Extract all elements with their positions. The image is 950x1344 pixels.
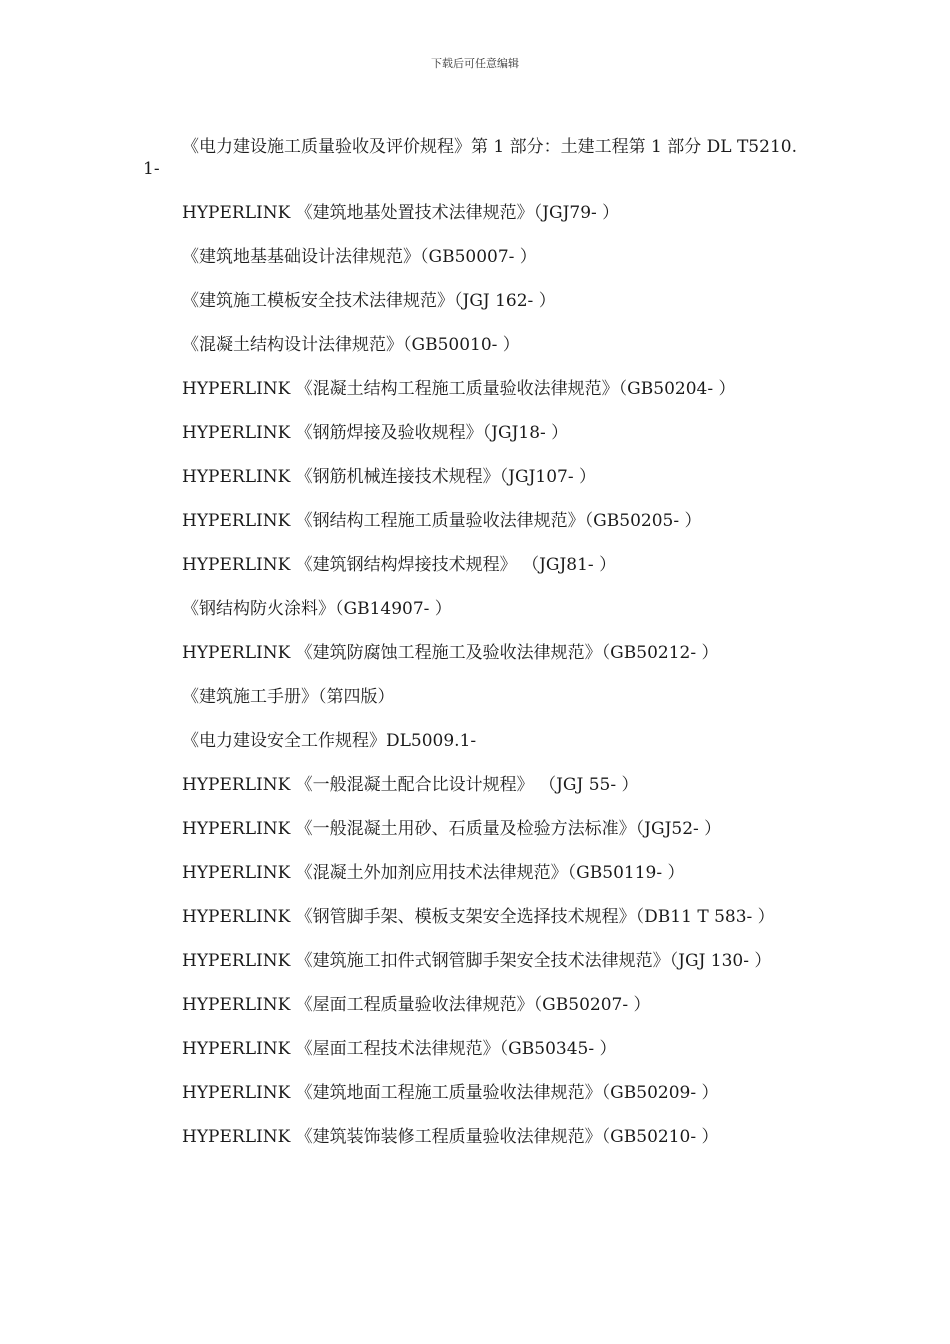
reference-item: 《电力建设安全工作规程》DL5009.1- [182, 731, 477, 751]
reference-list [143, 136, 803, 1170]
reference-item: 《建筑施工模板安全技术法律规范》（JGJ 162- ） [182, 291, 556, 311]
reference-item: HYPERLINK 《一般混凝土用砂、石质量及检验方法标准》（JGJ52- ） [182, 819, 722, 839]
reference-item: HYPERLINK 《建筑地基处置技术法律规范》（JGJ79- ） [182, 203, 620, 223]
reference-item: HYPERLINK 《混凝土结构工程施工质量验收法律规范》（GB50204- ） [182, 379, 736, 399]
reference-item: HYPERLINK 《钢筋机械连接技术规程》（JGJ107- ） [182, 467, 596, 487]
reference-item: HYPERLINK 《屋面工程技术法律规范》（GB50345- ） [182, 1039, 617, 1059]
reference-item: HYPERLINK 《建筑地面工程施工质量验收法律规范》（GB50209- ） [182, 1083, 719, 1103]
reference-item: HYPERLINK 《钢结构工程施工质量验收法律规范》（GB50205- ） [182, 511, 702, 531]
reference-item: HYPERLINK 《混凝土外加剂应用技术法律规范》（GB50119- ） [182, 863, 685, 883]
reference-item: HYPERLINK 《建筑防腐蚀工程施工及验收法律规范》（GB50212- ） [182, 643, 719, 663]
reference-item: HYPERLINK 《建筑施工扣件式钢管脚手架安全技术法律规范》（JGJ 130- ） [182, 951, 772, 971]
reference-item: HYPERLINK 《屋面工程质量验收法律规范》（GB50207- ） [182, 995, 651, 1015]
reference-item: HYPERLINK 《一般混凝土配合比设计规程》 （JGJ 55- ） [182, 775, 639, 795]
reference-item: HYPERLINK 《钢筋焊接及验收规程》（JGJ18- ） [182, 423, 569, 443]
reference-item: 《建筑施工手册》（第四版） [182, 687, 395, 707]
reference-item: HYPERLINK 《钢管脚手架、模板支架安全选择技术规程》（DB11 T 583- ） [182, 907, 775, 927]
reference-item: 《钢结构防火涂料》（GB14907- ） [182, 599, 452, 619]
reference-item: 《建筑地基基础设计法律规范》（GB50007- ） [182, 247, 537, 267]
reference-item: 《混凝土结构设计法律规范》（GB50010- ） [182, 335, 520, 355]
reference-item: HYPERLINK 《建筑装饰装修工程质量验收法律规范》（GB50210- ） [182, 1127, 719, 1147]
reference-item: 《电力建设施工质量验收及评价规程》第 1 部分：土建工程第 1 部分 DL T5210.1- [143, 137, 797, 179]
page-header: 下载后可任意编辑 [431, 57, 519, 70]
reference-item: HYPERLINK 《建筑钢结构焊接技术规程》 （JGJ81- ） [182, 555, 617, 575]
